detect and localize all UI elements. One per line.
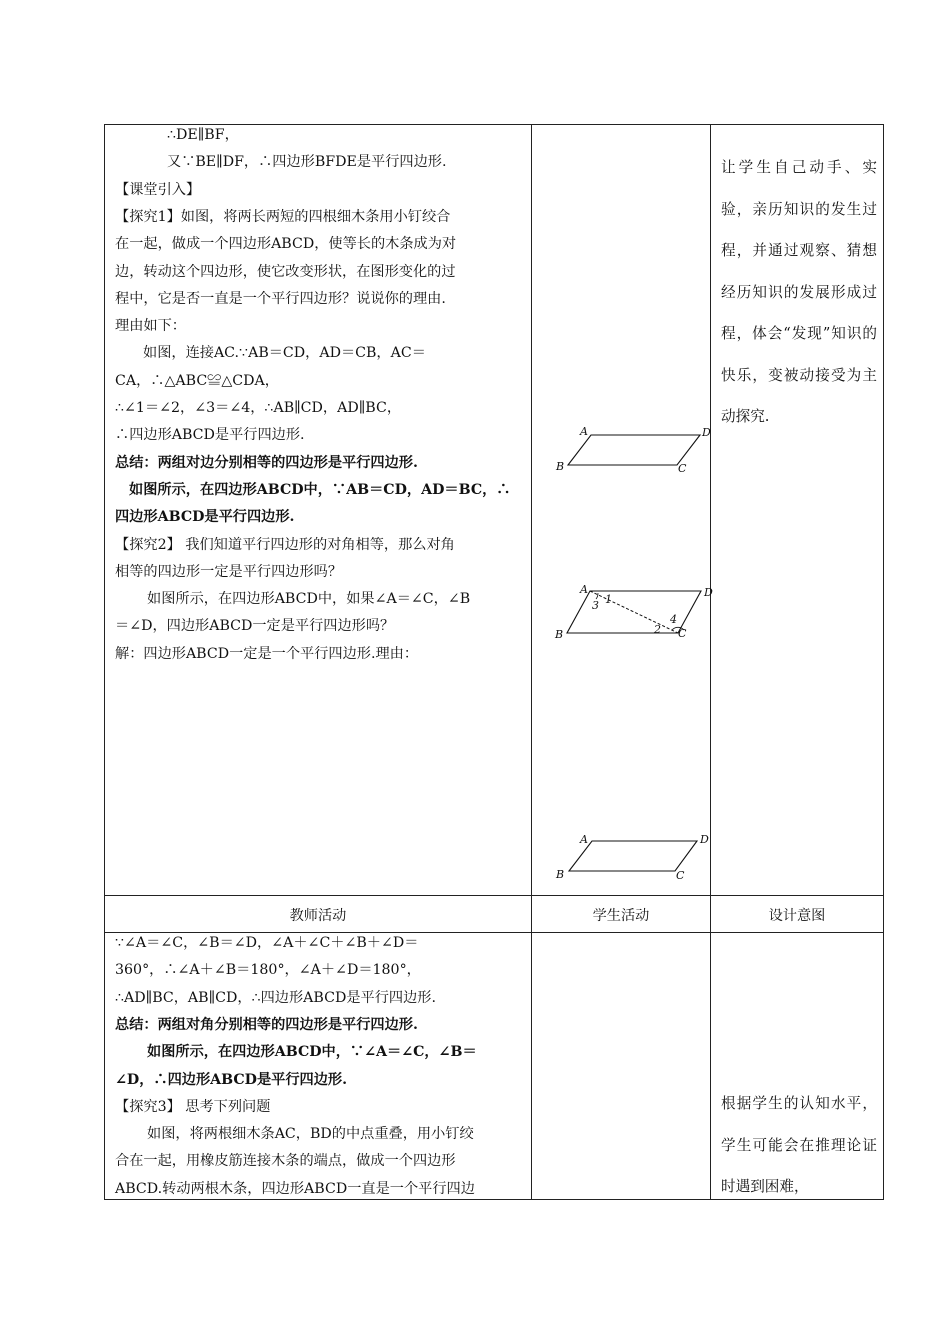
- student-activity-cell-2: [532, 933, 711, 1200]
- design-intent-block-2: [711, 933, 883, 1199]
- text-line: 如图所示，在四边形ABCD中，∵AB＝CD，AD＝BC，∴: [129, 481, 511, 498]
- design-intent-text-1: 让学生自己动手、实验，亲历知识的发生过程，并通过观察、猜想经历知识的发展形成过程，体会“发现”知识的快乐，变被动接受为主动探究.: [721, 159, 877, 425]
- fig1-label-b: B: [556, 460, 565, 473]
- text-line: 又∵BE∥DF，∴四边形BFDE是平行四边形.: [167, 154, 447, 171]
- content-row-1: [105, 125, 884, 896]
- header-design: 设计意图: [768, 908, 826, 924]
- text-line: ∠D，∴四边形ABCD是平行四边形.: [115, 1071, 348, 1088]
- text-line: ∴AD∥BC，AB∥CD，∴四边形ABCD是平行四边形.: [115, 989, 436, 1006]
- figures-container: [532, 125, 713, 895]
- fig1-label-d: D: [702, 426, 711, 439]
- student-activity-cell-1: [532, 125, 711, 896]
- text-line: ∵∠A＝∠C，∠B＝∠D，∠A＋∠C＋∠B＋∠D＝: [115, 935, 419, 951]
- fig2-label-b: B: [555, 628, 564, 641]
- content-row-2: [105, 933, 884, 1200]
- teacher-activity-cell-2: [105, 933, 532, 1200]
- fig2-angle-2: 2: [654, 623, 661, 636]
- design-intent-text-2: 根据学生的认知水平，学生可能会在推理论证时遇到困难，: [721, 1095, 877, 1195]
- text-line: ABCD.转动两根木条，四边形ABCD一直是一个平行四边: [115, 1180, 475, 1197]
- text-line: 如图所示，在四边形ABCD中，∵∠A＝∠C，∠B＝: [147, 1044, 477, 1061]
- text-line: 如图，连接AC.∵AB＝CD，AD＝CB，AC＝: [143, 345, 426, 362]
- text-line: 边，转动这个四边形，使它改变形状，在图形变化的过: [115, 263, 456, 280]
- fig1-label-c: C: [678, 462, 687, 475]
- header-student-cell: [532, 896, 711, 933]
- text-line: 合在一起，用橡皮筋连接木条的端点，做成一个四边形: [115, 1153, 456, 1170]
- text-line: 总结：两组对边分别相等的四边形是平行四边形.: [115, 454, 418, 471]
- text-line: 在一起，做成一个四边形ABCD，使等长的木条成为对: [115, 236, 457, 253]
- header-teacher: 教师活动: [289, 908, 347, 924]
- fig2-label-a: A: [580, 583, 588, 596]
- fig2-angle-4: 4: [670, 613, 677, 626]
- design-intent-block-1: [711, 125, 883, 895]
- text-line: 如图，将两根细木条AC，BD的中点重叠，用小钉绞: [147, 1126, 474, 1143]
- teacher-activity-cell-1: [105, 125, 532, 896]
- text-line: 程中，它是否一直是一个平行四边形？说说你的理由.: [115, 290, 446, 307]
- text-line: 【探究3】 思考下列问题: [115, 1098, 271, 1115]
- text-line: 四边形ABCD是平行四边形.: [115, 509, 295, 526]
- fig3-label-a: A: [580, 833, 588, 846]
- header-teacher-cell: [105, 896, 532, 933]
- fig2-label-d: D: [704, 586, 713, 599]
- text-line: 相等的四边形一定是平行四边形吗？: [115, 563, 343, 580]
- fig2-angle-1: 1: [605, 593, 612, 606]
- fig3-label-d: D: [700, 833, 709, 846]
- header-row: [105, 896, 884, 933]
- text-line: CA，∴△ABC≌△CDA，: [115, 372, 279, 389]
- lesson-table: [104, 124, 884, 1200]
- header-design-cell: [711, 896, 884, 933]
- design-intent-cell-2: [711, 933, 884, 1200]
- text-line: 解：四边形ABCD一定是一个平行四边形.理由：: [115, 645, 419, 662]
- text-line: 【课堂引入】: [115, 181, 201, 198]
- text-line: ∴DE∥BF，: [167, 127, 239, 143]
- teacher-text-block-2: [105, 933, 531, 1199]
- design-intent-cell-1: [711, 125, 884, 896]
- text-line: 360°，∴∠A＋∠B＝180°，∠A＋∠D＝180°，: [115, 962, 421, 979]
- fig3-label-b: B: [556, 868, 565, 881]
- text-line: ∴∠1＝∠2，∠3＝∠4，∴AB∥CD，AD∥BC，: [115, 400, 402, 416]
- teacher-text-block-1: [105, 125, 531, 895]
- fig2-label-c: C: [678, 627, 687, 640]
- text-line: ∴四边形ABCD是平行四边形.: [115, 427, 305, 444]
- student-activity-block-2: [532, 933, 710, 1199]
- text-line: 总结：两组对角分别相等的四边形是平行四边形.: [115, 1016, 418, 1033]
- header-student: 学生活动: [592, 908, 650, 924]
- fig2-angle-3: 3: [592, 599, 599, 612]
- text-line: 如图所示，在四边形ABCD中，如果∠A＝∠C，∠B: [147, 591, 471, 608]
- text-line: ＝∠D，四边形ABCD一定是平行四边形吗？: [115, 618, 395, 635]
- text-line: 理由如下：: [115, 318, 186, 335]
- fig3-label-c: C: [676, 869, 685, 882]
- text-line: 【探究2】 我们知道平行四边形的对角相等，那么对角: [115, 536, 455, 553]
- fig1-label-a: A: [580, 425, 588, 438]
- text-line: 【探究1】如图，将两长两短的四根细木条用小钉绞合: [115, 208, 451, 225]
- parallelogram-figure-1: [532, 125, 713, 896]
